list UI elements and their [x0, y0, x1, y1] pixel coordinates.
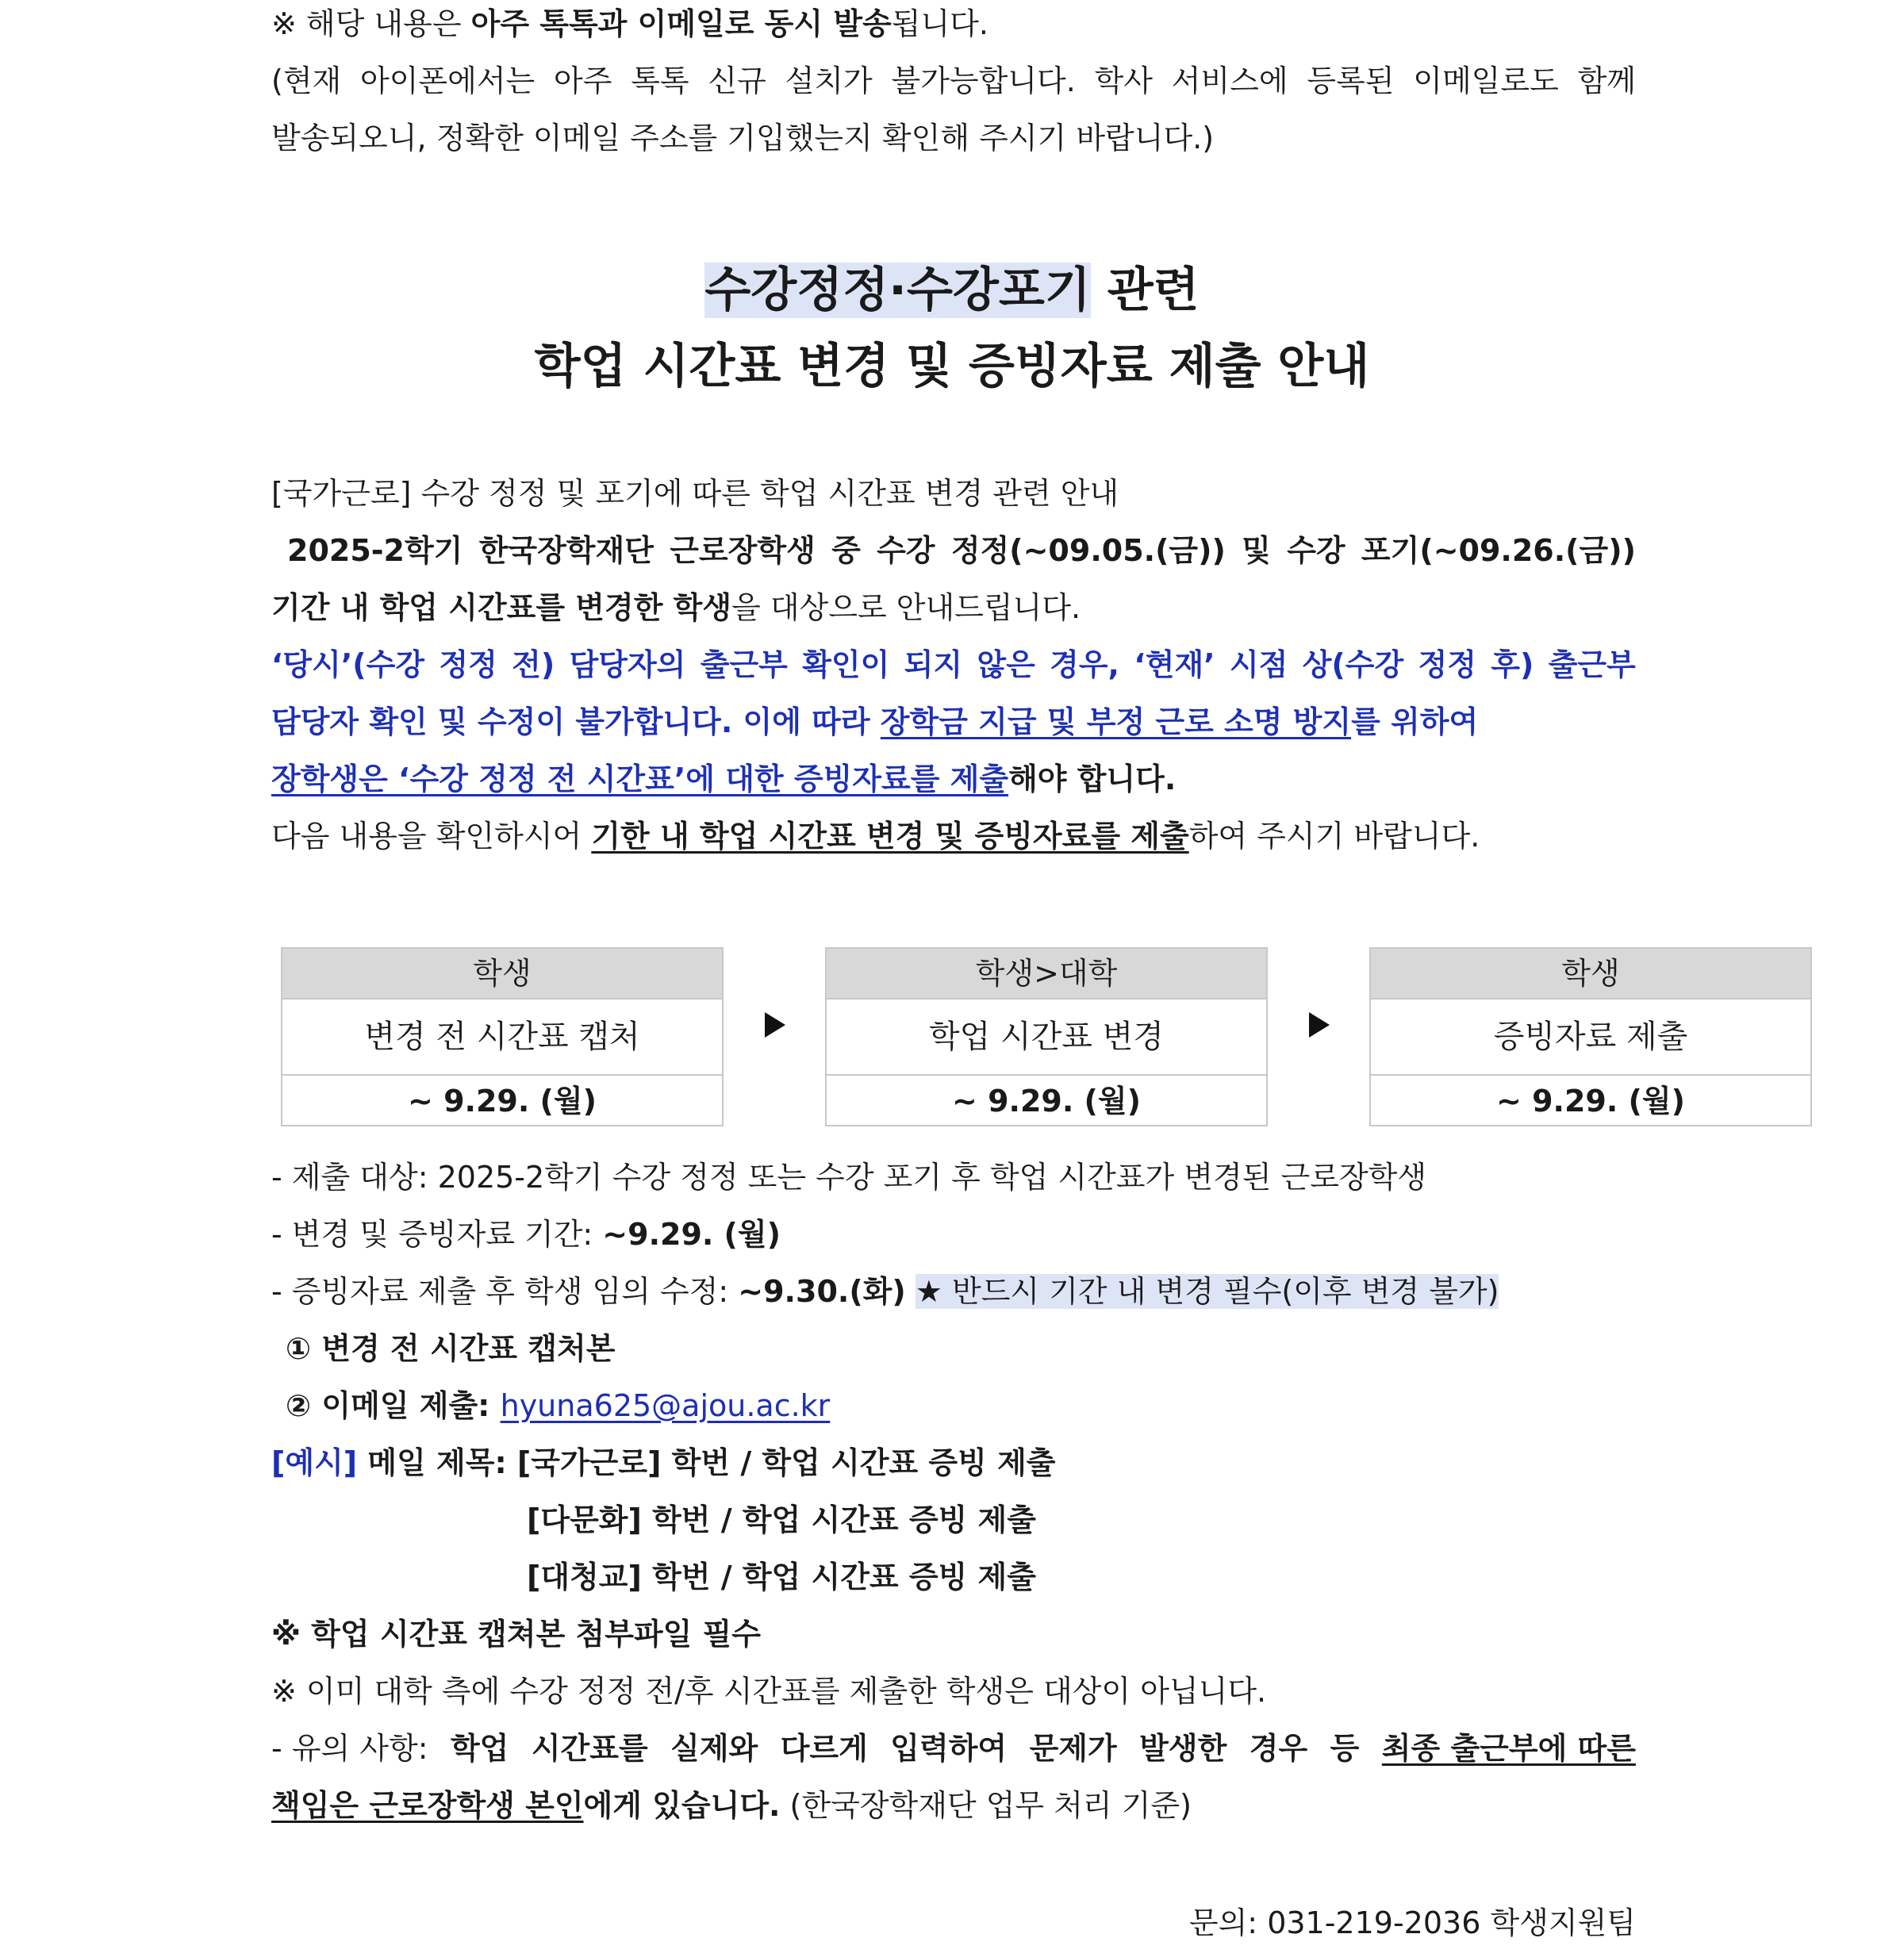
intro-target-bold: 기간 내 학업 시간표를 변경한 학생 — [271, 590, 732, 625]
caution-underline: 최종 출근부에 따른 — [1381, 1731, 1636, 1766]
caution-word: 문제가 — [1029, 1731, 1117, 1766]
detail-period-label: - 변경 및 증빙자료 기간: — [271, 1217, 603, 1252]
caution-word: 다르게 — [780, 1731, 868, 1766]
intro-warning-word: 출근부 — [700, 647, 788, 682]
caution-responsibility: 책임은 근로장학생 본인 — [271, 1788, 584, 1823]
example-subject-1: [국가근로] 학번 / 학업 시간표 증빙 제출 — [516, 1445, 1056, 1480]
caution-word: 등 — [1330, 1731, 1360, 1766]
caution-word: 실제와 — [670, 1731, 758, 1766]
intro-warning-word: 정정 — [439, 647, 497, 682]
intro-target-rest: 을 대상으로 안내드립니다. — [731, 590, 1081, 625]
notice-word: 톡톡 — [631, 63, 689, 98]
intro-l7-text: 다음 내용을 확인하시어 — [271, 819, 592, 854]
intro-line-7 — [271, 814, 1636, 858]
example-subject-3: [대청교] 학번 / 학업 시간표 증빙 제출 — [527, 1560, 1036, 1594]
intro-word: 중 — [831, 533, 861, 568]
intro-l5-text: 담당자 확인 및 수정이 불가합니다. 이에 따라 — [271, 704, 881, 739]
step-actor: 학생 — [282, 949, 722, 1000]
intro-warning-word: ‘당시’(수강 — [271, 647, 425, 682]
step-deadline: ~ 9.29. (월) — [1496, 1084, 1685, 1119]
detail-edit-note: ★ 반드시 기간 내 변경 필수(이후 변경 불가) — [915, 1274, 1499, 1309]
intro-word: 포기(~09.26.(금)) — [1361, 533, 1636, 568]
intro-warning-word: 상(수강 — [1302, 647, 1404, 682]
notice-word: 학사 — [1094, 63, 1153, 98]
notice-line-1 — [271, 2, 1636, 46]
caution-line-1 — [271, 1726, 1636, 1771]
notice-word: 불가능합니다. — [891, 63, 1076, 98]
caution-line-2 — [271, 1783, 1636, 1828]
notice-word: 함께 — [1577, 63, 1636, 98]
contact-info: 문의: 031-219-2036 학생지원팀 — [1188, 1905, 1636, 1940]
intro-warning-word: 않은 — [977, 647, 1035, 682]
notice-word: 아주 — [554, 63, 612, 98]
caution-word: 입력하여 — [890, 1731, 1008, 1766]
intro-line-3 — [271, 585, 1636, 630]
intro-l5-underline: 장학금 지급 및 부정 근로 소명 방지 — [880, 704, 1352, 739]
caution-word: 경우 — [1249, 1731, 1308, 1766]
page-title-line-2: 학업 시간표 변경 및 증빙자료 제출 안내 — [534, 339, 1370, 394]
intro-warning-word: 후) — [1491, 647, 1534, 682]
intro-word: 정정(~09.05.(금)) — [950, 533, 1226, 568]
detail-edit-label: - 증빙자료 제출 후 학생 임의 수정: — [271, 1274, 739, 1309]
intro-line-2 — [287, 528, 1636, 573]
example-line-1 — [271, 1441, 1636, 1485]
title-highlight: 수강정정·수강포기 — [704, 263, 1091, 318]
intro-word: 수강 — [1287, 533, 1345, 568]
detail-edit — [271, 1269, 1636, 1314]
notice-text-end: 됩니다. — [891, 6, 988, 41]
step-actor: 학생 — [1371, 949, 1810, 1000]
intro-line-1: [국가근로] 수강 정정 및 포기에 따른 학업 시간표 변경 관련 안내 — [271, 476, 1119, 511]
intro-line-4 — [271, 643, 1636, 687]
notice-word: 등록된 — [1307, 63, 1395, 98]
step-task: 변경 전 시간표 캡처 — [282, 1000, 722, 1076]
intro-l7-underline: 기한 내 학업 시간표 변경 및 증빙자료를 제출 — [591, 819, 1189, 854]
step-box-3 — [1369, 947, 1812, 1126]
intro-warning-word: 되지 — [904, 647, 963, 682]
intro-word: 한국장학재단 — [478, 533, 654, 568]
intro-warning-word: 경우, — [1050, 647, 1119, 682]
detail-period — [271, 1212, 1636, 1257]
intro-word: 2025-2학기 — [287, 533, 463, 568]
notice-line-3: 발송되오니, 정확한 이메일 주소를 기입했는지 확인해 주시기 바랍니다.) — [271, 121, 1215, 155]
intro-warning-word: 정정 — [1418, 647, 1476, 682]
caution-word: 시간표를 — [531, 1731, 648, 1766]
step-deadline: ~ 9.29. (월) — [952, 1084, 1141, 1119]
notice-text: ※ 해당 내용은 — [271, 6, 471, 41]
notice-word: (현재 — [271, 63, 342, 98]
email-link[interactable]: hyuna625@ajou.ac.kr — [500, 1388, 831, 1423]
intro-line-6 — [271, 757, 1636, 801]
detail-item-2 — [286, 1383, 1650, 1428]
arrow-right-icon — [765, 1012, 785, 1038]
intro-l6-end: 해야 합니다. — [1008, 762, 1177, 796]
detail-target: - 제출 대상: 2025-2학기 수강 정정 또는 수강 포기 후 학업 시간표가 변경된 근로장학생 — [271, 1160, 1427, 1195]
step-deadline: ~ 9.29. (월) — [408, 1084, 597, 1119]
caution-word: 발생한 — [1139, 1731, 1227, 1766]
intro-warning-word: 확인이 — [802, 647, 890, 682]
arrow-right-icon — [1309, 1012, 1330, 1038]
notice-emphasis: 아주 톡톡과 이메일로 동시 발송 — [470, 6, 892, 41]
intro-warning-word: ‘현재’ — [1134, 647, 1215, 682]
detail-period-value: ~9.29. (월) — [602, 1217, 781, 1252]
attach-note: ※ 학업 시간표 캡쳐본 첨부파일 필수 — [271, 1617, 762, 1652]
intro-warning-word: 출근부 — [1548, 647, 1636, 682]
example-label: 메일 제목: — [357, 1445, 517, 1480]
detail-edit-value: ~9.30.(화) — [738, 1274, 906, 1309]
intro-l5-end: 를 위하여 — [1351, 704, 1479, 739]
notice-word: 서비스에 — [1171, 63, 1288, 98]
detail-item-1: ① 변경 전 시간표 캡처본 — [286, 1331, 616, 1366]
intro-word: 및 — [1242, 533, 1271, 568]
step-box-1 — [281, 947, 724, 1126]
notice-word: 설치가 — [785, 63, 873, 98]
title-rest: 관련 — [1090, 263, 1200, 318]
intro-line-5 — [271, 700, 1636, 744]
step-box-2 — [825, 947, 1268, 1126]
caution-responsibility-end: 에게 있습니다. — [583, 1788, 781, 1823]
page-title-line-1 — [0, 259, 1904, 322]
intro-word: 근로장학생 — [670, 533, 816, 568]
notice-word: 아이폰에서는 — [360, 63, 536, 98]
intro-warning-word: 시점 — [1229, 647, 1288, 682]
caution-basis: (한국장학재단 업무 처리 기준) — [780, 1788, 1192, 1823]
notice-word: 신규 — [708, 63, 766, 98]
intro-warning-word: 담당자의 — [569, 647, 686, 682]
intro-l7-end: 하여 주시기 바랍니다. — [1188, 819, 1480, 854]
caution-word: 학업 — [450, 1731, 509, 1766]
intro-word: 수강 — [877, 533, 935, 568]
example-tag: [예시] — [271, 1445, 358, 1480]
notice-word: 이메일로도 — [1413, 63, 1559, 98]
intro-l6-underline: 장학생은 ‘수강 정정 전 시간표’에 대한 증빙자료를 제출 — [271, 762, 1009, 796]
detail-item-2-label: ② 이메일 제출: — [286, 1388, 501, 1423]
notice-line-2 — [271, 59, 1636, 103]
exempt-note: ※ 이미 대학 측에 수강 정정 전/후 시간표를 제출한 학생은 대상이 아닙니다. — [271, 1674, 1267, 1709]
step-task: 학업 시간표 변경 — [827, 1000, 1266, 1076]
caution-label: - 유의 사항: — [271, 1731, 428, 1766]
step-task: 증빙자료 제출 — [1371, 1000, 1810, 1076]
step-actor: 학생>대학 — [827, 949, 1266, 1000]
example-subject-2: [다문화] 학번 / 학업 시간표 증빙 제출 — [527, 1502, 1036, 1537]
intro-warning-word: 전) — [512, 647, 555, 682]
